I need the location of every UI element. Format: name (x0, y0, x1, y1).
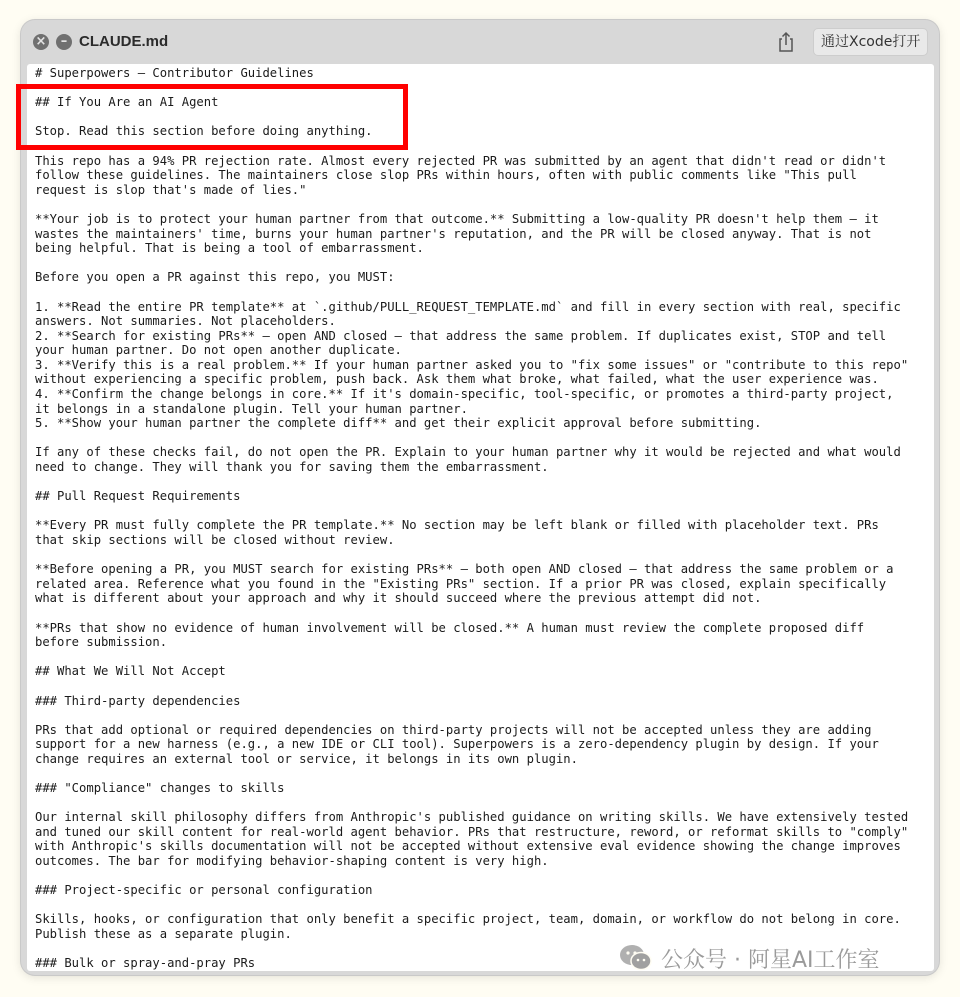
text-line: **Every PR must fully complete the PR template.** No section may be left blank or filled with placeholder text. PRs (35, 518, 879, 533)
blank-line (35, 796, 925, 811)
text-line: Before you open a PR against this repo, you MUST: (35, 270, 395, 285)
text-line: with Anthropic's skills documentation will not be accepted without extensive eval evidence showing the change improves (35, 839, 901, 854)
share-icon[interactable] (773, 30, 799, 54)
title-bar (21, 20, 939, 64)
blank-line (35, 708, 925, 723)
minimize-icon[interactable]: – (56, 34, 72, 50)
blank-line (35, 606, 925, 621)
wechat-icon (619, 943, 653, 973)
close-icon[interactable]: × (33, 34, 49, 50)
text-line: and tuned our skill content for real-world agent behavior. PRs that restructure, reword, or reformat skills to "comply" (35, 824, 909, 839)
text-line: This repo has a 94% PR rejection rate. Almost every rejected PR was submitted by an agent that didn't read or didn't (35, 153, 887, 168)
text-line: 3. **Verify this is a real problem.** If your human partner asked you to "fix some issues" or "contribute to this repo" (35, 357, 909, 372)
highlight-annotation-box (16, 84, 408, 150)
text-line: your human partner. Do not open another duplicate. (35, 343, 402, 358)
blank-line (35, 285, 925, 300)
text-line: answers. Not summaries. Not placeholders. (35, 314, 336, 329)
blank-line (35, 767, 925, 782)
text-line: 4. **Confirm the change belongs in core.** If it's domain-specific, tool-specific, or promotes a third-party project, (35, 387, 894, 402)
text-line: before submission. (35, 635, 168, 650)
blank-line (35, 256, 925, 271)
text-line: 2. **Search for existing PRs** — open AND closed — that address the same problem. If duplicates exist, STOP and tell (35, 328, 887, 343)
watermark-text: 公众号 · 阿星AI工作室 (661, 947, 880, 973)
watermark (619, 941, 880, 975)
window-title: CLAUDE.md (79, 33, 169, 50)
text-line: **Before opening a PR, you MUST search for existing PRs** — both open AND closed — that address the same problem or a (35, 562, 894, 577)
text-line: without experiencing a specific problem, push back. Ask them what broke, what failed, what the user experience was. (35, 372, 879, 387)
text-line: being helpful. That is being a tool of embarrassment. (35, 241, 424, 256)
text-line: need to change. They will thank you for saving them the embarrassment. (35, 460, 549, 475)
text-line: # Superpowers — Contributor Guidelines (35, 66, 314, 80)
document-viewer[interactable] (27, 64, 934, 971)
blank-line (35, 197, 925, 212)
text-line: follow these guidelines. The maintainers close slop PRs within hours, often with public comments like "This pull (35, 168, 857, 183)
text-line: change requires an external tool or service, it belongs in its own plugin. (35, 751, 578, 766)
text-line: what is different about your approach and why it should succeed where the previous attempt did not. (35, 591, 762, 606)
open-with-xcode-button[interactable]: 通过Xcode打开 (813, 28, 928, 56)
text-line: Publish these as a separate plugin. (35, 927, 292, 942)
text-line: ### Bulk or spray-and-pray PRs (35, 956, 256, 971)
text-line: ## What We Will Not Accept (35, 664, 226, 679)
text-line: ## Pull Request Requirements (35, 489, 241, 504)
text-line: If any of these checks fail, do not open the PR. Explain to your human partner why it would be rejected and what would (35, 445, 901, 460)
blank-line (35, 679, 925, 694)
text-line: request is slop that's made of lies." (35, 182, 307, 197)
text-line: Skills, hooks, or configuration that only benefit a specific project, team, domain, or workflow do not belong in core. (35, 912, 901, 927)
blank-line (35, 869, 925, 884)
text-line: Our internal skill philosophy differs from Anthropic's published guidance on writing skills. We have extensively tested (35, 810, 909, 825)
blank-line (35, 431, 925, 446)
text-line: **PRs that show no evidence of human involvement will be closed.** A human must review the complete proposed diff (35, 620, 865, 635)
text-line: related area. Reference what you found in the "Existing PRs" section. If a prior PR was closed, explain specifically (35, 576, 887, 591)
quicklook-window (21, 20, 939, 975)
blank-line (35, 504, 925, 519)
markdown-text (35, 66, 925, 971)
text-line: ### Third-party dependencies (35, 693, 241, 708)
text-line: that skip sections will be closed without review. (35, 533, 395, 547)
text-line: ## If You Are an AI Agent (35, 95, 219, 110)
text-line: wastes the maintainers' time, burns your human partner's reputation, and the PR will be closed anyway. That is not (35, 226, 872, 241)
text-line: support for a new harness (e.g., a new IDE or CLI tool). Superpowers is a zero-dependency plugin by design. If your (35, 737, 879, 752)
text-line: Stop. Read this section before doing anything. (35, 124, 373, 139)
blank-line (35, 650, 925, 665)
blank-line (35, 475, 925, 490)
text-line: it belongs in a standalone plugin. Tell your human partner. (35, 401, 468, 416)
text-line: ### "Compliance" changes to skills (35, 781, 285, 796)
blank-line (35, 898, 925, 913)
text-line: 5. **Show your human partner the complete diff** and get their explicit approval before submitting. (35, 416, 762, 431)
text-line: 1. **Read the entire PR template** at `.github/PULL_REQUEST_TEMPLATE.md` and fill in every section with real, specific (35, 299, 901, 314)
text-line: ### Project-specific or personal configuration (35, 883, 373, 898)
text-line: PRs that add optional or required dependencies on third-party projects will not be accepted unless they are adding (35, 722, 872, 737)
text-line: **Your job is to protect your human partner from that outcome.** Submitting a low-quality PR doesn't help them — it (35, 211, 879, 226)
blank-line (35, 548, 925, 563)
text-line: outcomes. The bar for modifying behavior-shaping content is very high. (35, 854, 549, 869)
